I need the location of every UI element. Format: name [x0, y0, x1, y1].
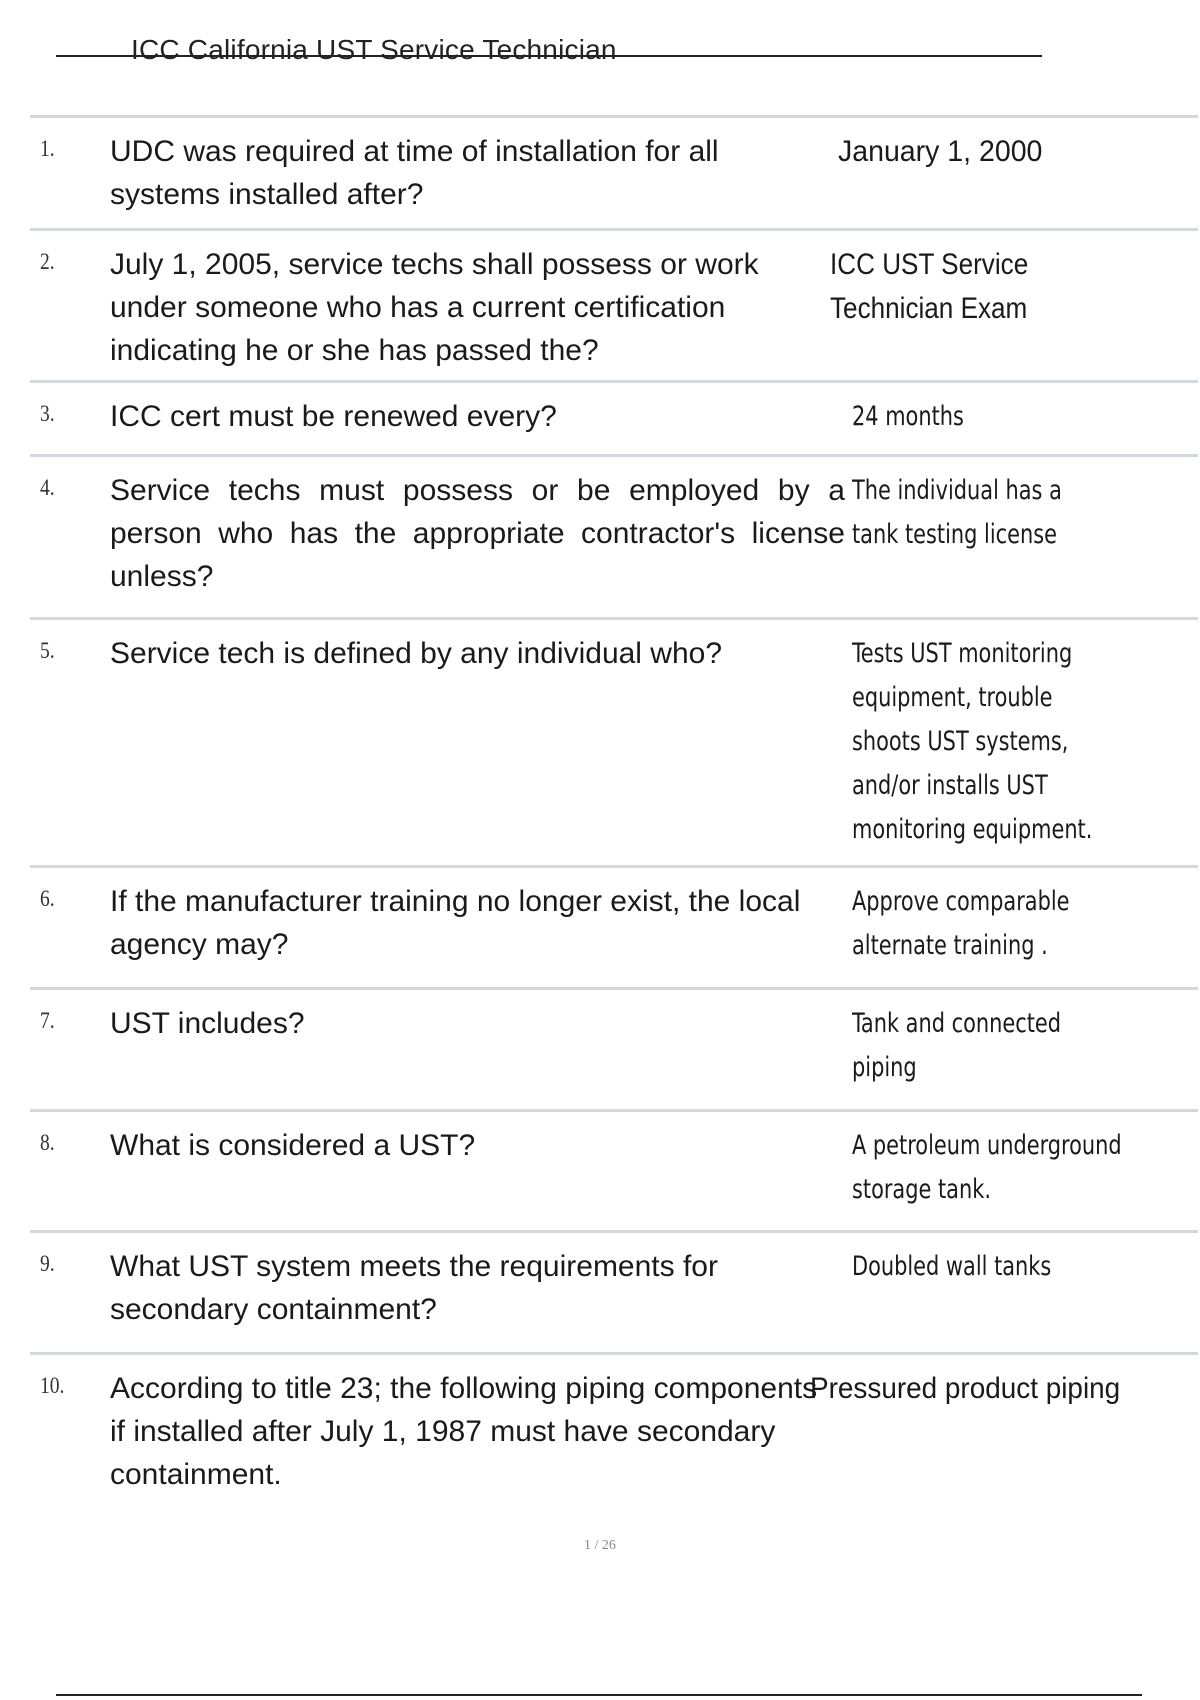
answer-text: A petroleum underground storage tank.: [852, 1130, 1122, 1205]
question-number: 10.: [40, 1373, 65, 1398]
question-text: Service tech is defined by any individual who?: [110, 637, 723, 670]
question-text: According to title 23; the following piping components if installed after July 1, 1987 must have secondary containment.: [110, 1372, 818, 1491]
answer-text: Tests UST monitoring equipment, trouble shoots UST systems, and/or installs UST monitoring equipment.: [852, 638, 1093, 845]
question-row-4: [30, 454, 1198, 617]
question-text: What is considered a UST?: [110, 1129, 476, 1162]
question-row-10: [30, 1352, 1198, 1515]
footer-rule: [56, 1694, 1142, 1696]
question-row-7: [30, 987, 1198, 1109]
question-row-8: [30, 1109, 1198, 1230]
question-text: If the manufacturer training no longer exist, the local agency may?: [110, 885, 801, 961]
answer-text: January 1, 2000: [838, 135, 1043, 168]
question-row-9: [30, 1230, 1198, 1352]
qa-table: [30, 115, 1198, 1515]
question-number: 1.: [40, 136, 55, 161]
answer-text: 24 months: [852, 401, 964, 432]
question-number: 2.: [40, 249, 55, 274]
question-text: UST includes?: [110, 1007, 305, 1040]
question-number: 5.: [40, 638, 55, 663]
question-number: 6.: [40, 886, 55, 911]
answer-text: The individual has a tank testing license: [852, 475, 1062, 550]
question-number: 9.: [40, 1251, 55, 1276]
question-row-5: [30, 617, 1198, 865]
page-title: ICC California UST Service Technician: [131, 34, 617, 65]
page-header: [56, 34, 1042, 74]
question-text: July 1, 2005, service techs shall possess or work under someone who has a current certification indicating he or she has passed the?: [110, 248, 759, 367]
question-row-3: [30, 380, 1198, 454]
page-number: 1 / 26: [584, 1538, 616, 1553]
question-number: 7.: [40, 1008, 55, 1033]
question-text: Service techs must possess or be employed by a person who has the appropriate contractor's license unless?: [110, 474, 845, 593]
question-number: 3.: [40, 401, 55, 426]
answer-text: Pressured product piping: [810, 1372, 1121, 1405]
answer-text: Approve comparable alternate training .: [852, 886, 1070, 961]
question-row-1: [30, 115, 1198, 228]
answer-text: Tank and connected piping: [852, 1008, 1062, 1083]
question-number: 8.: [40, 1130, 55, 1155]
question-text: What UST system meets the requirements for secondary containment?: [110, 1250, 718, 1326]
question-row-6: [30, 865, 1198, 987]
question-number: 4.: [40, 475, 55, 500]
answer-text: Doubled wall tanks: [852, 1251, 1052, 1282]
question-text: ICC cert must be renewed every?: [110, 400, 557, 433]
question-text: UDC was required at time of installation for all systems installed after?: [110, 135, 719, 211]
answer-text: ICC UST Service Technician Exam: [830, 248, 1029, 325]
question-row-2: [30, 228, 1198, 380]
